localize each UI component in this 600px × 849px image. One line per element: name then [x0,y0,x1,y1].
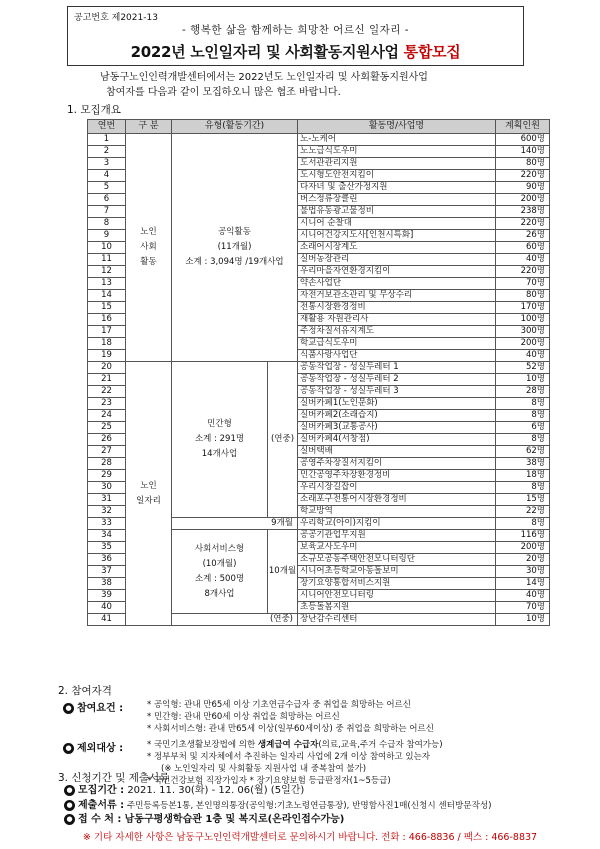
activity-name: 보육교사도우미 [298,542,496,554]
section-1-title: 1. 모집개요 [67,104,121,116]
row-number: 23 [88,398,126,410]
activity-name: 노-노케어 [298,134,496,146]
row-number: 39 [88,590,126,602]
activity-name: 전통시장환경정비 [298,302,496,314]
bullet-icon: ● [64,814,75,825]
row-number: 38 [88,578,126,590]
planned-count: 28명 [496,386,550,398]
activity-name: 공동작업장 - 성실두레터 2 [298,374,496,386]
planned-count: 220명 [496,218,550,230]
planned-count: 200명 [496,194,550,206]
period-year-round: (연중) [172,614,298,626]
reception-place: ● 접 수 처 : 남동구평생학습관 1층 및 복지로(온라인접수가능) [64,813,344,827]
row-number: 11 [88,254,126,266]
row-number: 17 [88,326,126,338]
activity-name: 시니어초등학교아동돌보미 [298,566,496,578]
exclusion-line: * 정부부처 및 지자체에서 추진하는 일자리 사업에 2개 이상 참여하고 있는자 [147,752,431,762]
activity-name: 실버농장관리 [298,254,496,266]
exclusion-lines [147,739,443,787]
category-social-activity: 노인 사회 활동 [126,134,172,362]
planned-count: 38명 [496,458,550,470]
title-highlight: 통합모집 [403,43,461,61]
planned-count: 100명 [496,314,550,326]
activity-name: 소래포구전통어시장환경정비 [298,494,496,506]
activity-name: 버스정류장클린 [298,194,496,206]
row-number: 4 [88,170,126,182]
planned-count: 238명 [496,206,550,218]
activity-name: 장난감수리센터 [298,614,496,626]
row-number: 29 [88,470,126,482]
planned-count: 170명 [496,302,550,314]
activity-name: 장기요양통합서비스지원 [298,578,496,590]
activity-name: 민간공영주차장환경정비 [298,470,496,482]
activity-name: 우리시장길잡이 [298,482,496,494]
activity-name: 실버택배 [298,446,496,458]
planned-count: 20명 [496,554,550,566]
planned-count: 70명 [496,602,550,614]
row-number: 14 [88,290,126,302]
contact-footer: ※ 기타 자세한 사항은 남동구노인인력개발센터로 문의하시기 바랍니다. 전화 : 466-8836 / 팩스 : 466-8837 [82,832,538,843]
row-number: 36 [88,554,126,566]
planned-count: 80명 [496,290,550,302]
category-senior-jobs: 노인 일자리 [126,362,172,626]
activity-name: 도서관관리지원 [298,158,496,170]
planned-count: 8명 [496,410,550,422]
planned-count: 200명 [496,338,550,350]
planned-count: 200명 [496,542,550,554]
activity-name: 학교방역 [298,506,496,518]
planned-count: 10명 [496,374,550,386]
planned-count: 40명 [496,590,550,602]
row-number: 32 [88,506,126,518]
row-number: 41 [88,614,126,626]
period-9months: 9개월 [172,518,298,530]
exclusion-line: * 국민기초생활보장법에 의한 생계급여 수급자(의료,교육,주거 수급자 참여가능) [147,740,443,750]
type-public-service: 공익활동 (11개월) 소계 : 3,094명 /19개사업 [172,134,298,362]
activity-name: 우리마을자연환경지킴이 [298,266,496,278]
planned-count: 220명 [496,266,550,278]
row-number: 26 [88,434,126,446]
activity-name: 불법유동광고물정비 [298,206,496,218]
planned-count: 300명 [496,326,550,338]
row-number: 9 [88,230,126,242]
intro-line-2: 참여자를 다음과 같이 모집하오니 많은 협조 바랍니다. [106,87,341,98]
row-number: 3 [88,158,126,170]
section-3-title: 3. 신청기간 및 제출서류 [58,772,170,784]
header-no: 연번 [88,120,126,134]
activity-name: 실버카페2(소래습지) [298,410,496,422]
row-number: 8 [88,218,126,230]
row-number: 7 [88,206,126,218]
type-market: 민간형 소계 : 291명 14개사업 (연중) [172,362,298,518]
exclusion-label: ● 제외대상 : [63,739,123,754]
activity-name: 소래어시장계도 [298,242,496,254]
row-number: 31 [88,494,126,506]
planned-count: 40명 [496,350,550,362]
planned-count: 116명 [496,530,550,542]
planned-count: 8명 [496,434,550,446]
bullet-icon: ● [64,785,75,796]
row-number: 18 [88,338,126,350]
activity-name: 공동작업장 - 성실두레터 3 [298,386,496,398]
row-number: 35 [88,542,126,554]
row-number: 34 [88,530,126,542]
row-number: 25 [88,422,126,434]
row-number: 16 [88,314,126,326]
row-number: 30 [88,482,126,494]
row-number: 21 [88,374,126,386]
activity-name: 다자녀 및 출산가정지원 [298,182,496,194]
exclusion-line: * 국민건강보험 직장가입자 * 장기요양보험 등급판정자(1~5등급) [147,776,391,786]
eligibility-line: * 민간형: 관내 만60세 이상 취업을 희망하는 어르신 [147,712,340,722]
table-header-row [88,120,550,134]
row-number: 1 [88,134,126,146]
activity-name: 공공기관업무지원 [298,530,496,542]
activity-name: 공영주차장질서지킴이 [298,458,496,470]
header-activity: 활동명/사업명 [298,120,496,134]
livelihood-benefit-highlight: 생계급여 수급자 [257,740,319,750]
row-number: 37 [88,566,126,578]
exclusion-line: (※ 노인일자리 및 사회활동 지원사업 내 중복참여 불가) [161,764,367,774]
application-period: ● 모집기간 : 2021. 11. 30(화) - 12. 06(월) (5일간) [64,784,304,798]
activity-name: 약손사업단 [298,278,496,290]
activity-name: 시니어안전모니터링 [298,590,496,602]
activity-name: 자전거보관소관리 및 무상수리 [298,290,496,302]
eligibility-line: * 사회서비스형: 관내 만65세 이상(일부60세이상) 중 취업을 희망하는 어르신 [147,724,434,734]
row-number: 2 [88,146,126,158]
type-social-service: 사회서비스형 (10개월) 소계 : 500명 8개사업 10개월 [172,530,298,614]
planned-count: 8명 [496,482,550,494]
header-type: 유형(활동기간) [172,120,298,134]
row-number: 40 [88,602,126,614]
planned-count: 22명 [496,506,550,518]
activity-name: 재활용 자원관리사 [298,314,496,326]
bullet-icon: ● [64,800,75,811]
row-number: 15 [88,302,126,314]
row-number: 12 [88,266,126,278]
activity-name: 시니어건강지도사[인천시특화] [298,230,496,242]
planned-count: 62명 [496,446,550,458]
row-number: 24 [88,410,126,422]
notice-number: 공고번호 제2021-13 [74,13,158,23]
activity-name: 시니어 순찰대 [298,218,496,230]
eligibility-line: * 공익형: 관내 만65세 이상 기초연금수급자 중 취업을 희망하는 어르신 [147,700,411,710]
planned-count: 10명 [496,614,550,626]
planned-count: 80명 [496,158,550,170]
table-row [88,362,550,374]
bullet-icon: ● [63,703,74,714]
recruitment-table [87,119,550,626]
row-number: 10 [88,242,126,254]
intro-text [100,70,520,100]
planned-count: 40명 [496,254,550,266]
activity-name: 식품사랑사업단 [298,350,496,362]
header-category: 구 분 [126,120,172,134]
planned-count: 70명 [496,278,550,290]
row-number: 6 [88,194,126,206]
bullet-icon: ● [63,743,74,754]
planned-count: 15명 [496,494,550,506]
planned-count: 8명 [496,518,550,530]
row-number: 20 [88,362,126,374]
planned-count: 14명 [496,578,550,590]
activity-name: 노노급식도우미 [298,146,496,158]
activity-name: 초등돌봄지원 [298,602,496,614]
row-number: 19 [88,350,126,362]
planned-count: 600명 [496,134,550,146]
planned-count: 8명 [496,398,550,410]
row-number: 5 [88,182,126,194]
row-number: 22 [88,386,126,398]
planned-count: 18명 [496,470,550,482]
section-2-title: 2. 참여자격 [58,685,112,697]
slogan: - 행복한 삶을 함께하는 희망찬 어르신 일자리 - [181,24,409,36]
required-documents: ● 제출서류 : 주민등록등본1통, 본인명의통장(공익형:기초노령연금통장), 반명함사진1매(신청시 센터방문작성) [64,799,492,813]
activity-name: 공동작업장 - 성실두레터 1 [298,362,496,374]
planned-count: 52명 [496,362,550,374]
planned-count: 140명 [496,146,550,158]
eligibility-label: ● 참여요건 : [63,699,123,714]
activity-name: 도시형도안전지킴이 [298,170,496,182]
planned-count: 30명 [496,566,550,578]
notice-header-box [67,6,524,66]
activity-name: 주정차질서유지계도 [298,326,496,338]
row-number: 33 [88,518,126,530]
row-number: 28 [88,458,126,470]
activity-name: 실버카페1(노인문화) [298,398,496,410]
planned-count: 26명 [496,230,550,242]
activity-name: 실버카페3(교통공사) [298,422,496,434]
intro-line-1: 남동구노인인력개발센터에서는 2022년도 노인일자리 및 사회활동지원사업 [100,72,428,83]
activity-name: 실버카페4(서창점) [298,434,496,446]
eligibility-lines [147,699,434,735]
row-number: 13 [88,278,126,290]
planned-count: 220명 [496,170,550,182]
table-row [88,134,550,146]
header-count: 계획인원 [496,120,550,134]
activity-name: 학교급식도우미 [298,338,496,350]
planned-count: 60명 [496,242,550,254]
planned-count: 90명 [496,182,550,194]
activity-name: 우리학교(아이)지킴이 [298,518,496,530]
row-number: 27 [88,446,126,458]
page-title [68,41,523,62]
title-main: 2022년 노인일자리 및 사회활동지원사업 [130,43,404,61]
planned-count: 6명 [496,422,550,434]
activity-name: 소규모공동주택안전모니터링단 [298,554,496,566]
